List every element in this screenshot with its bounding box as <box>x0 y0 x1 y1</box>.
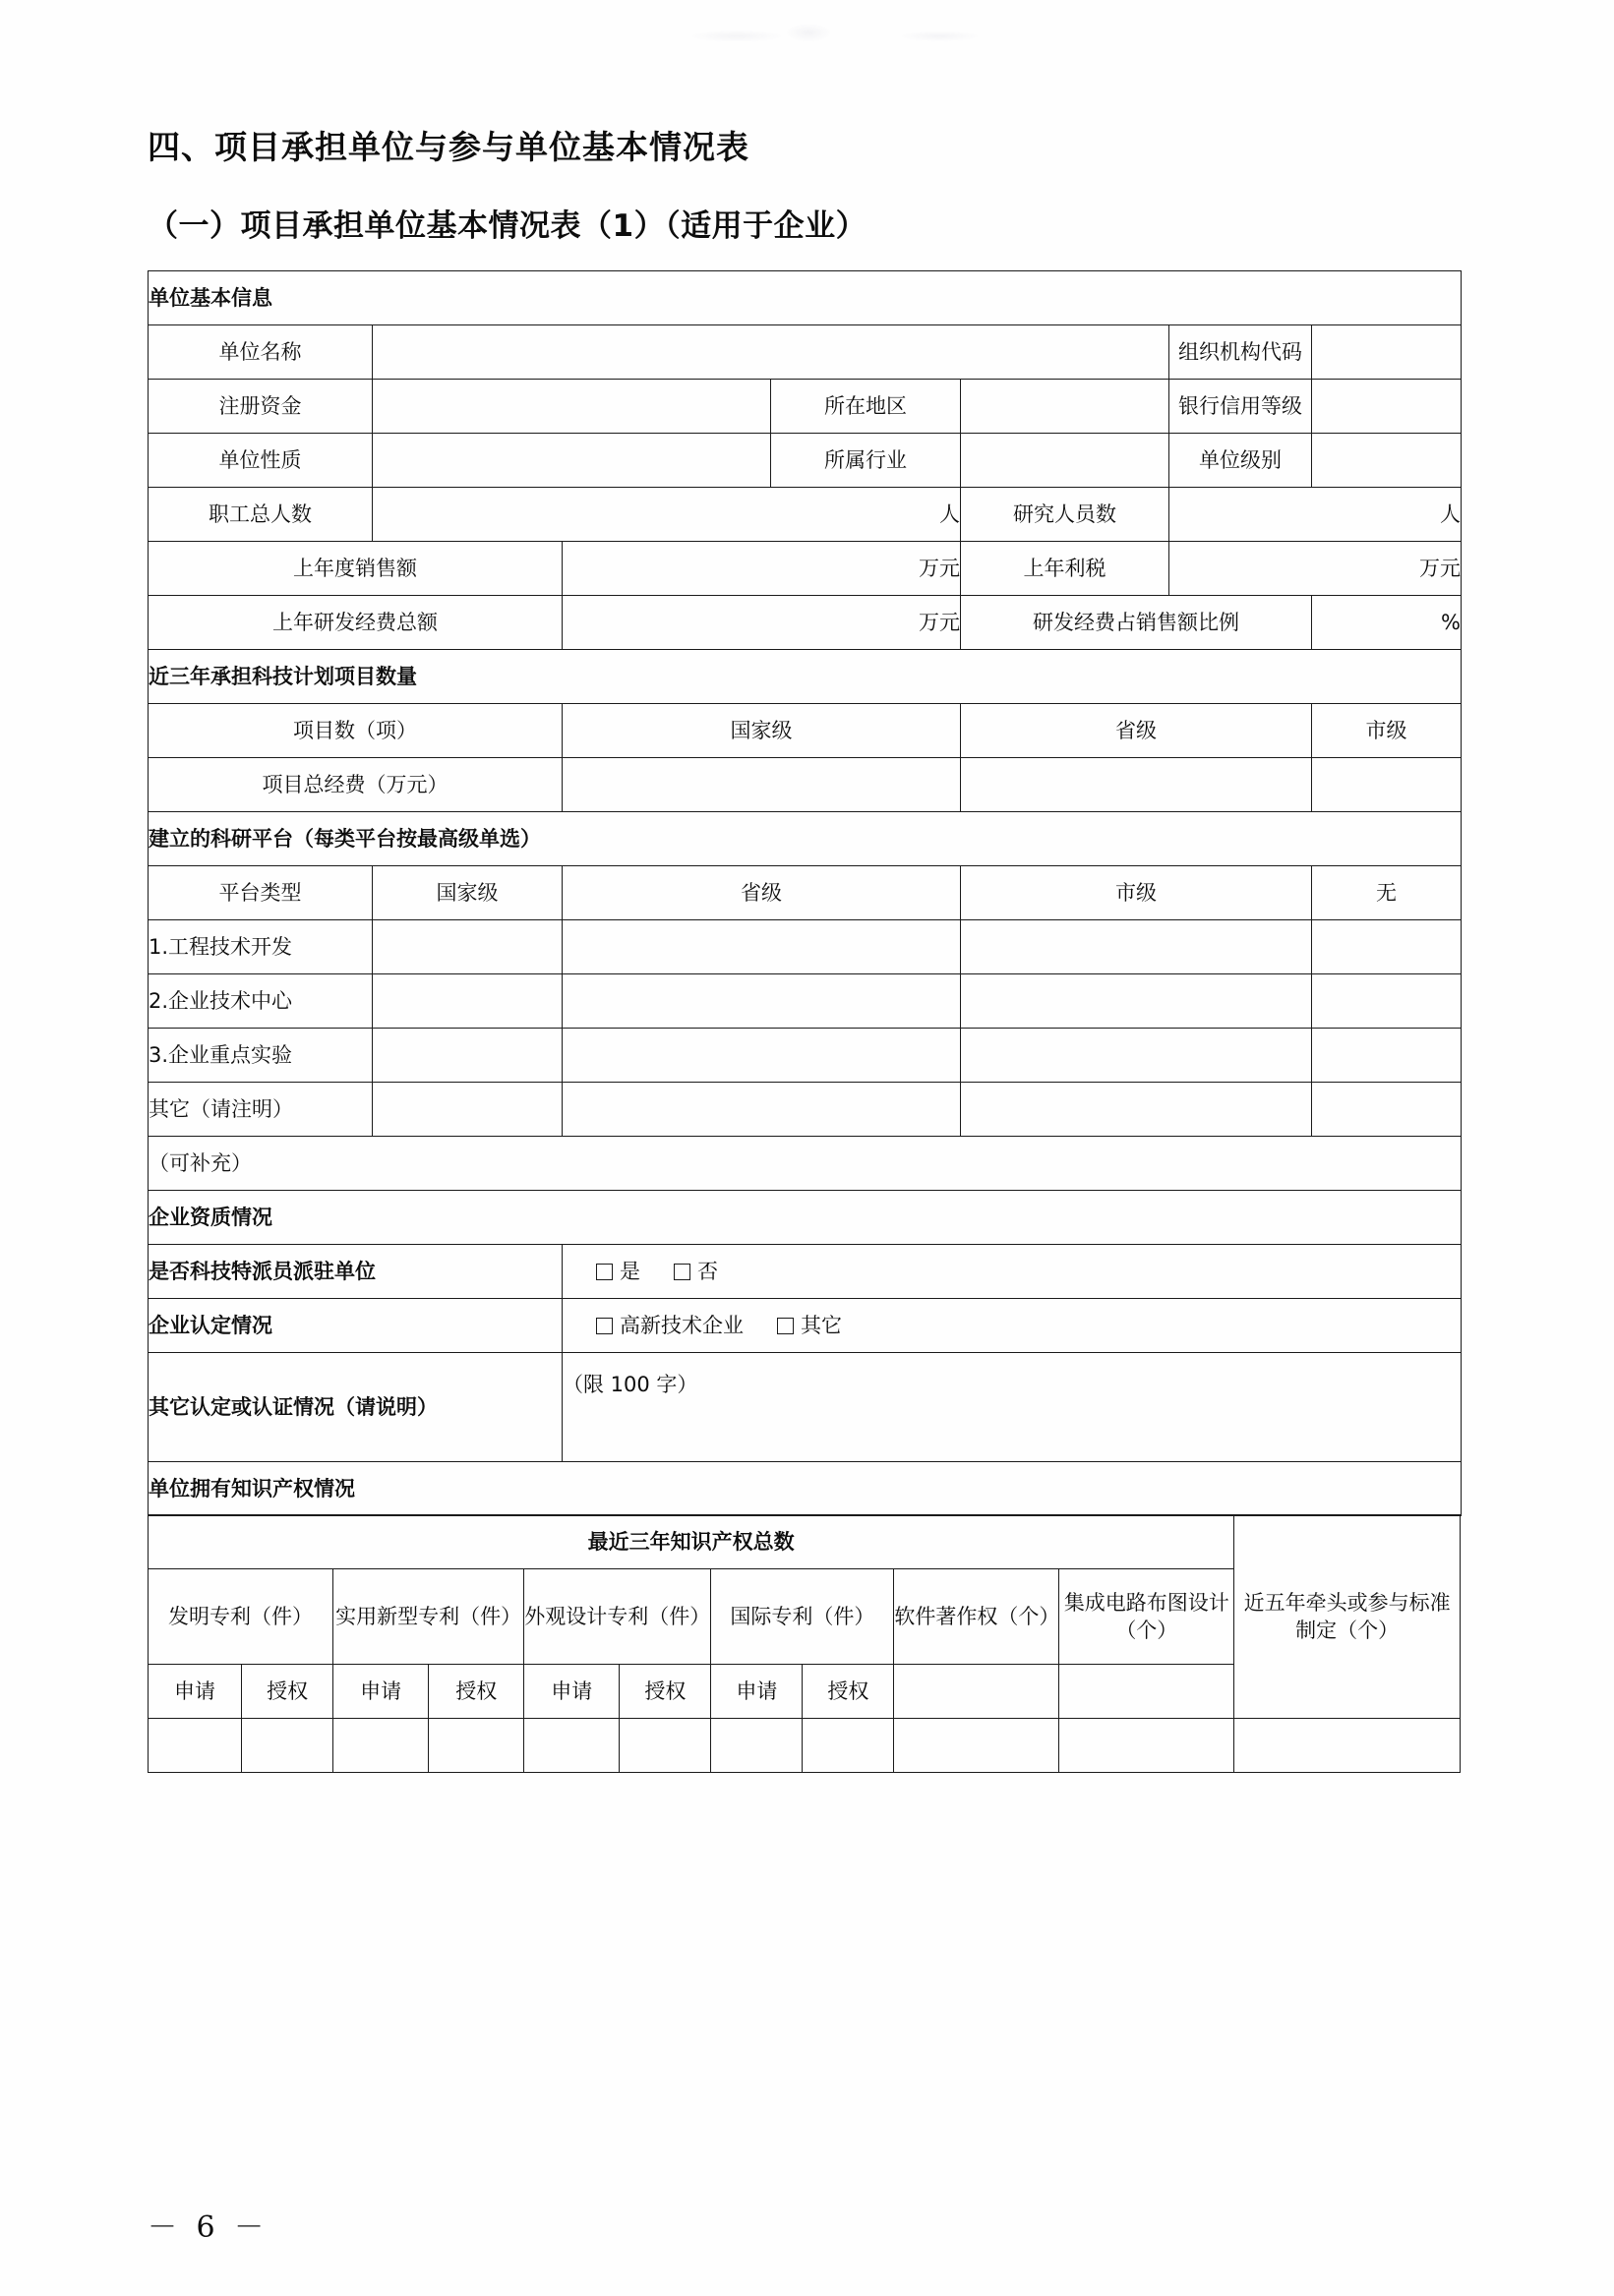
col-head-software-copyright: 软件著作权（个） <box>894 1569 1059 1665</box>
table-row <box>149 649 1462 703</box>
label-bank-credit: 银行信用等级 <box>1169 379 1312 433</box>
col-head-design-patent: 外观设计专利（件） <box>524 1569 711 1665</box>
page-number: － 6 － <box>148 2210 269 2245</box>
checkbox-cert-other[interactable] <box>777 1312 842 1339</box>
col-head-utility-model-patent: 实用新型专利（件） <box>333 1569 524 1665</box>
label-unit-level: 单位级别 <box>1169 433 1312 487</box>
col-head-standards: 近五年牵头或参与标准制定（个） <box>1234 1515 1461 1719</box>
cell-invention-apply[interactable] <box>149 1719 242 1773</box>
cell-utility-granted[interactable] <box>429 1719 524 1773</box>
field-other-certification[interactable]: （限 100 字） <box>563 1352 1462 1461</box>
table-row <box>149 1136 1462 1190</box>
sub-head-apply-2: 申请 <box>333 1665 429 1719</box>
field-last-year-profit-tax[interactable]: 万元 <box>1169 541 1462 595</box>
col-head-platform-provincial: 省级 <box>563 865 961 919</box>
label-other-certification: 其它认定或认证情况（请说明） <box>149 1352 563 1461</box>
field-bank-credit[interactable] <box>1312 379 1462 433</box>
table-row <box>149 379 1462 433</box>
field-total-staff[interactable]: 人 <box>373 487 961 541</box>
col-head-national: 国家级 <box>563 703 961 757</box>
field-certification-options <box>563 1298 1462 1352</box>
sub-head-granted-4: 授权 <box>803 1665 894 1719</box>
supplement-note: （可补充） <box>149 1136 1462 1190</box>
cell-platform-3-provincial[interactable] <box>563 1028 961 1082</box>
section-header-qualification: 企业资质情况 <box>149 1190 1462 1244</box>
field-unit-name[interactable] <box>373 324 1169 379</box>
cell-software-copyright[interactable] <box>894 1719 1059 1773</box>
checkbox-icon <box>777 1318 794 1334</box>
field-project-funds-national[interactable] <box>563 757 961 811</box>
table-row <box>149 757 1462 811</box>
label-certification: 企业认定情况 <box>149 1298 563 1352</box>
page-subtitle: （一）项目承担单位基本情况表（1）（适用于企业） <box>148 207 867 244</box>
checkbox-label: 是 <box>620 1259 640 1283</box>
sub-head-apply-1: 申请 <box>149 1665 242 1719</box>
field-industry[interactable] <box>961 433 1169 487</box>
table-row <box>149 1028 1462 1082</box>
col-head-ic-layout-design: 集成电路布图设计（个） <box>1059 1569 1234 1665</box>
section-header-projects-3y: 近三年承担科技计划项目数量 <box>149 649 1462 703</box>
table-row <box>149 487 1462 541</box>
table-row <box>149 1082 1462 1136</box>
field-last-year-rd[interactable]: 万元 <box>563 595 961 649</box>
field-registered-capital[interactable] <box>373 379 771 433</box>
cell-platform-2-municipal[interactable] <box>961 973 1312 1028</box>
table-row <box>149 919 1462 973</box>
field-org-code[interactable] <box>1312 324 1462 379</box>
cell-software-copyright-head <box>894 1665 1059 1719</box>
table-row <box>149 811 1462 865</box>
label-project-funds: 项目总经费（万元） <box>149 757 563 811</box>
col-head-platform-municipal: 市级 <box>961 865 1312 919</box>
field-last-year-sales[interactable]: 万元 <box>563 541 961 595</box>
field-project-funds-municipal[interactable] <box>1312 757 1462 811</box>
table-row <box>149 973 1462 1028</box>
label-platform-enterprise-tech-center: 2.企业技术中心 <box>149 973 373 1028</box>
cell-ic-layout-design[interactable] <box>1059 1719 1234 1773</box>
table-row <box>149 1515 1461 1569</box>
checkbox-icon <box>596 1318 613 1334</box>
label-rd-ratio: 研发经费占销售额比例 <box>961 595 1312 649</box>
checkbox-tepaiyuan-yes[interactable] <box>596 1258 640 1285</box>
col-head-platform-type: 平台类型 <box>149 865 373 919</box>
cell-platform-4-national[interactable] <box>373 1082 563 1136</box>
cell-international-apply[interactable] <box>711 1719 803 1773</box>
cell-platform-2-national[interactable] <box>373 973 563 1028</box>
label-last-year-profit-tax: 上年利税 <box>961 541 1169 595</box>
table-row <box>149 433 1462 487</box>
cell-platform-1-provincial[interactable] <box>563 919 961 973</box>
sub-head-apply-3: 申请 <box>524 1665 620 1719</box>
label-registered-capital: 注册资金 <box>149 379 373 433</box>
cell-platform-2-provincial[interactable] <box>563 973 961 1028</box>
label-platform-key-lab: 3.企业重点实验 <box>149 1028 373 1082</box>
table-row <box>149 865 1462 919</box>
cell-platform-2-none[interactable] <box>1312 973 1462 1028</box>
label-org-code: 组织机构代码 <box>1169 324 1312 379</box>
checkbox-label: 否 <box>697 1259 718 1283</box>
cell-international-granted[interactable] <box>803 1719 894 1773</box>
col-head-platform-national: 国家级 <box>373 865 563 919</box>
cell-platform-1-municipal[interactable] <box>961 919 1312 973</box>
label-unit-name: 单位名称 <box>149 324 373 379</box>
checkbox-icon <box>674 1264 690 1280</box>
label-total-staff: 职工总人数 <box>149 487 373 541</box>
table-row <box>149 1352 1462 1461</box>
cell-platform-4-provincial[interactable] <box>563 1082 961 1136</box>
checkbox-label: 高新技术企业 <box>620 1313 744 1337</box>
cell-platform-1-national[interactable] <box>373 919 563 973</box>
cell-design-apply[interactable] <box>524 1719 620 1773</box>
sub-head-granted-1: 授权 <box>242 1665 333 1719</box>
cell-platform-3-national[interactable] <box>373 1028 563 1082</box>
field-unit-level[interactable] <box>1312 433 1462 487</box>
checkbox-tepaiyuan-no[interactable] <box>674 1258 718 1285</box>
field-researchers[interactable]: 人 <box>1169 487 1462 541</box>
cell-invention-granted[interactable] <box>242 1719 333 1773</box>
section-header-platforms: 建立的科研平台（每类平台按最高级单选） <box>149 811 1462 865</box>
cell-platform-1-none[interactable] <box>1312 919 1462 973</box>
table-row <box>149 1190 1462 1244</box>
page-content <box>148 0 1465 1773</box>
cell-design-granted[interactable] <box>620 1719 711 1773</box>
sub-head-granted-3: 授权 <box>620 1665 711 1719</box>
section-header-ip: 单位拥有知识产权情况 <box>149 1461 1462 1515</box>
cell-utility-apply[interactable] <box>333 1719 429 1773</box>
col-head-platform-none: 无 <box>1312 865 1462 919</box>
checkbox-icon <box>596 1264 613 1280</box>
checkbox-cert-high-tech[interactable] <box>596 1312 744 1339</box>
field-tepaiyuan-options <box>563 1244 1462 1298</box>
col-head-international-patent: 国际专利（件） <box>711 1569 894 1665</box>
table-row <box>149 1719 1461 1773</box>
cell-platform-3-none[interactable] <box>1312 1028 1462 1082</box>
label-region: 所在地区 <box>771 379 961 433</box>
table-row <box>149 1461 1462 1515</box>
unit-basic-info-form <box>148 270 1462 1516</box>
field-region[interactable] <box>961 379 1169 433</box>
section-header-basic-info: 单位基本信息 <box>149 270 1462 324</box>
table-row <box>149 1298 1462 1352</box>
ip-table <box>148 1514 1461 1773</box>
ip-table-title: 最近三年知识产权总数 <box>149 1515 1234 1569</box>
field-project-funds-provincial[interactable] <box>961 757 1312 811</box>
label-project-count: 项目数（项） <box>149 703 563 757</box>
label-last-year-sales: 上年度销售额 <box>149 541 563 595</box>
table-row <box>149 595 1462 649</box>
col-head-invention-patent: 发明专利（件） <box>149 1569 333 1665</box>
sub-head-granted-2: 授权 <box>429 1665 524 1719</box>
table-row <box>149 1244 1462 1298</box>
label-industry: 所属行业 <box>771 433 961 487</box>
col-head-municipal: 市级 <box>1312 703 1462 757</box>
label-unit-nature: 单位性质 <box>149 433 373 487</box>
field-unit-nature[interactable] <box>373 433 771 487</box>
table-row <box>149 703 1462 757</box>
cell-standards[interactable] <box>1234 1719 1461 1773</box>
label-platform-other: 其它（请注明） <box>149 1082 373 1136</box>
checkbox-label: 其它 <box>801 1313 842 1337</box>
label-last-year-rd: 上年研发经费总额 <box>149 595 563 649</box>
label-researchers: 研究人员数 <box>961 487 1169 541</box>
page-title: 四、项目承担单位与参与单位基本情况表 <box>148 128 749 166</box>
table-row <box>149 270 1462 324</box>
cell-platform-4-none[interactable] <box>1312 1082 1462 1136</box>
field-rd-ratio[interactable]: % <box>1312 595 1462 649</box>
col-head-provincial: 省级 <box>961 703 1312 757</box>
cell-platform-4-municipal[interactable] <box>961 1082 1312 1136</box>
cell-platform-3-municipal[interactable] <box>961 1028 1312 1082</box>
label-platform-engineering-tech: 1.工程技术开发 <box>149 919 373 973</box>
table-row <box>149 541 1462 595</box>
table-row <box>149 324 1462 379</box>
label-tepaiyuan: 是否科技特派员派驻单位 <box>149 1244 563 1298</box>
cell-ic-layout-head <box>1059 1665 1234 1719</box>
sub-head-apply-4: 申请 <box>711 1665 803 1719</box>
